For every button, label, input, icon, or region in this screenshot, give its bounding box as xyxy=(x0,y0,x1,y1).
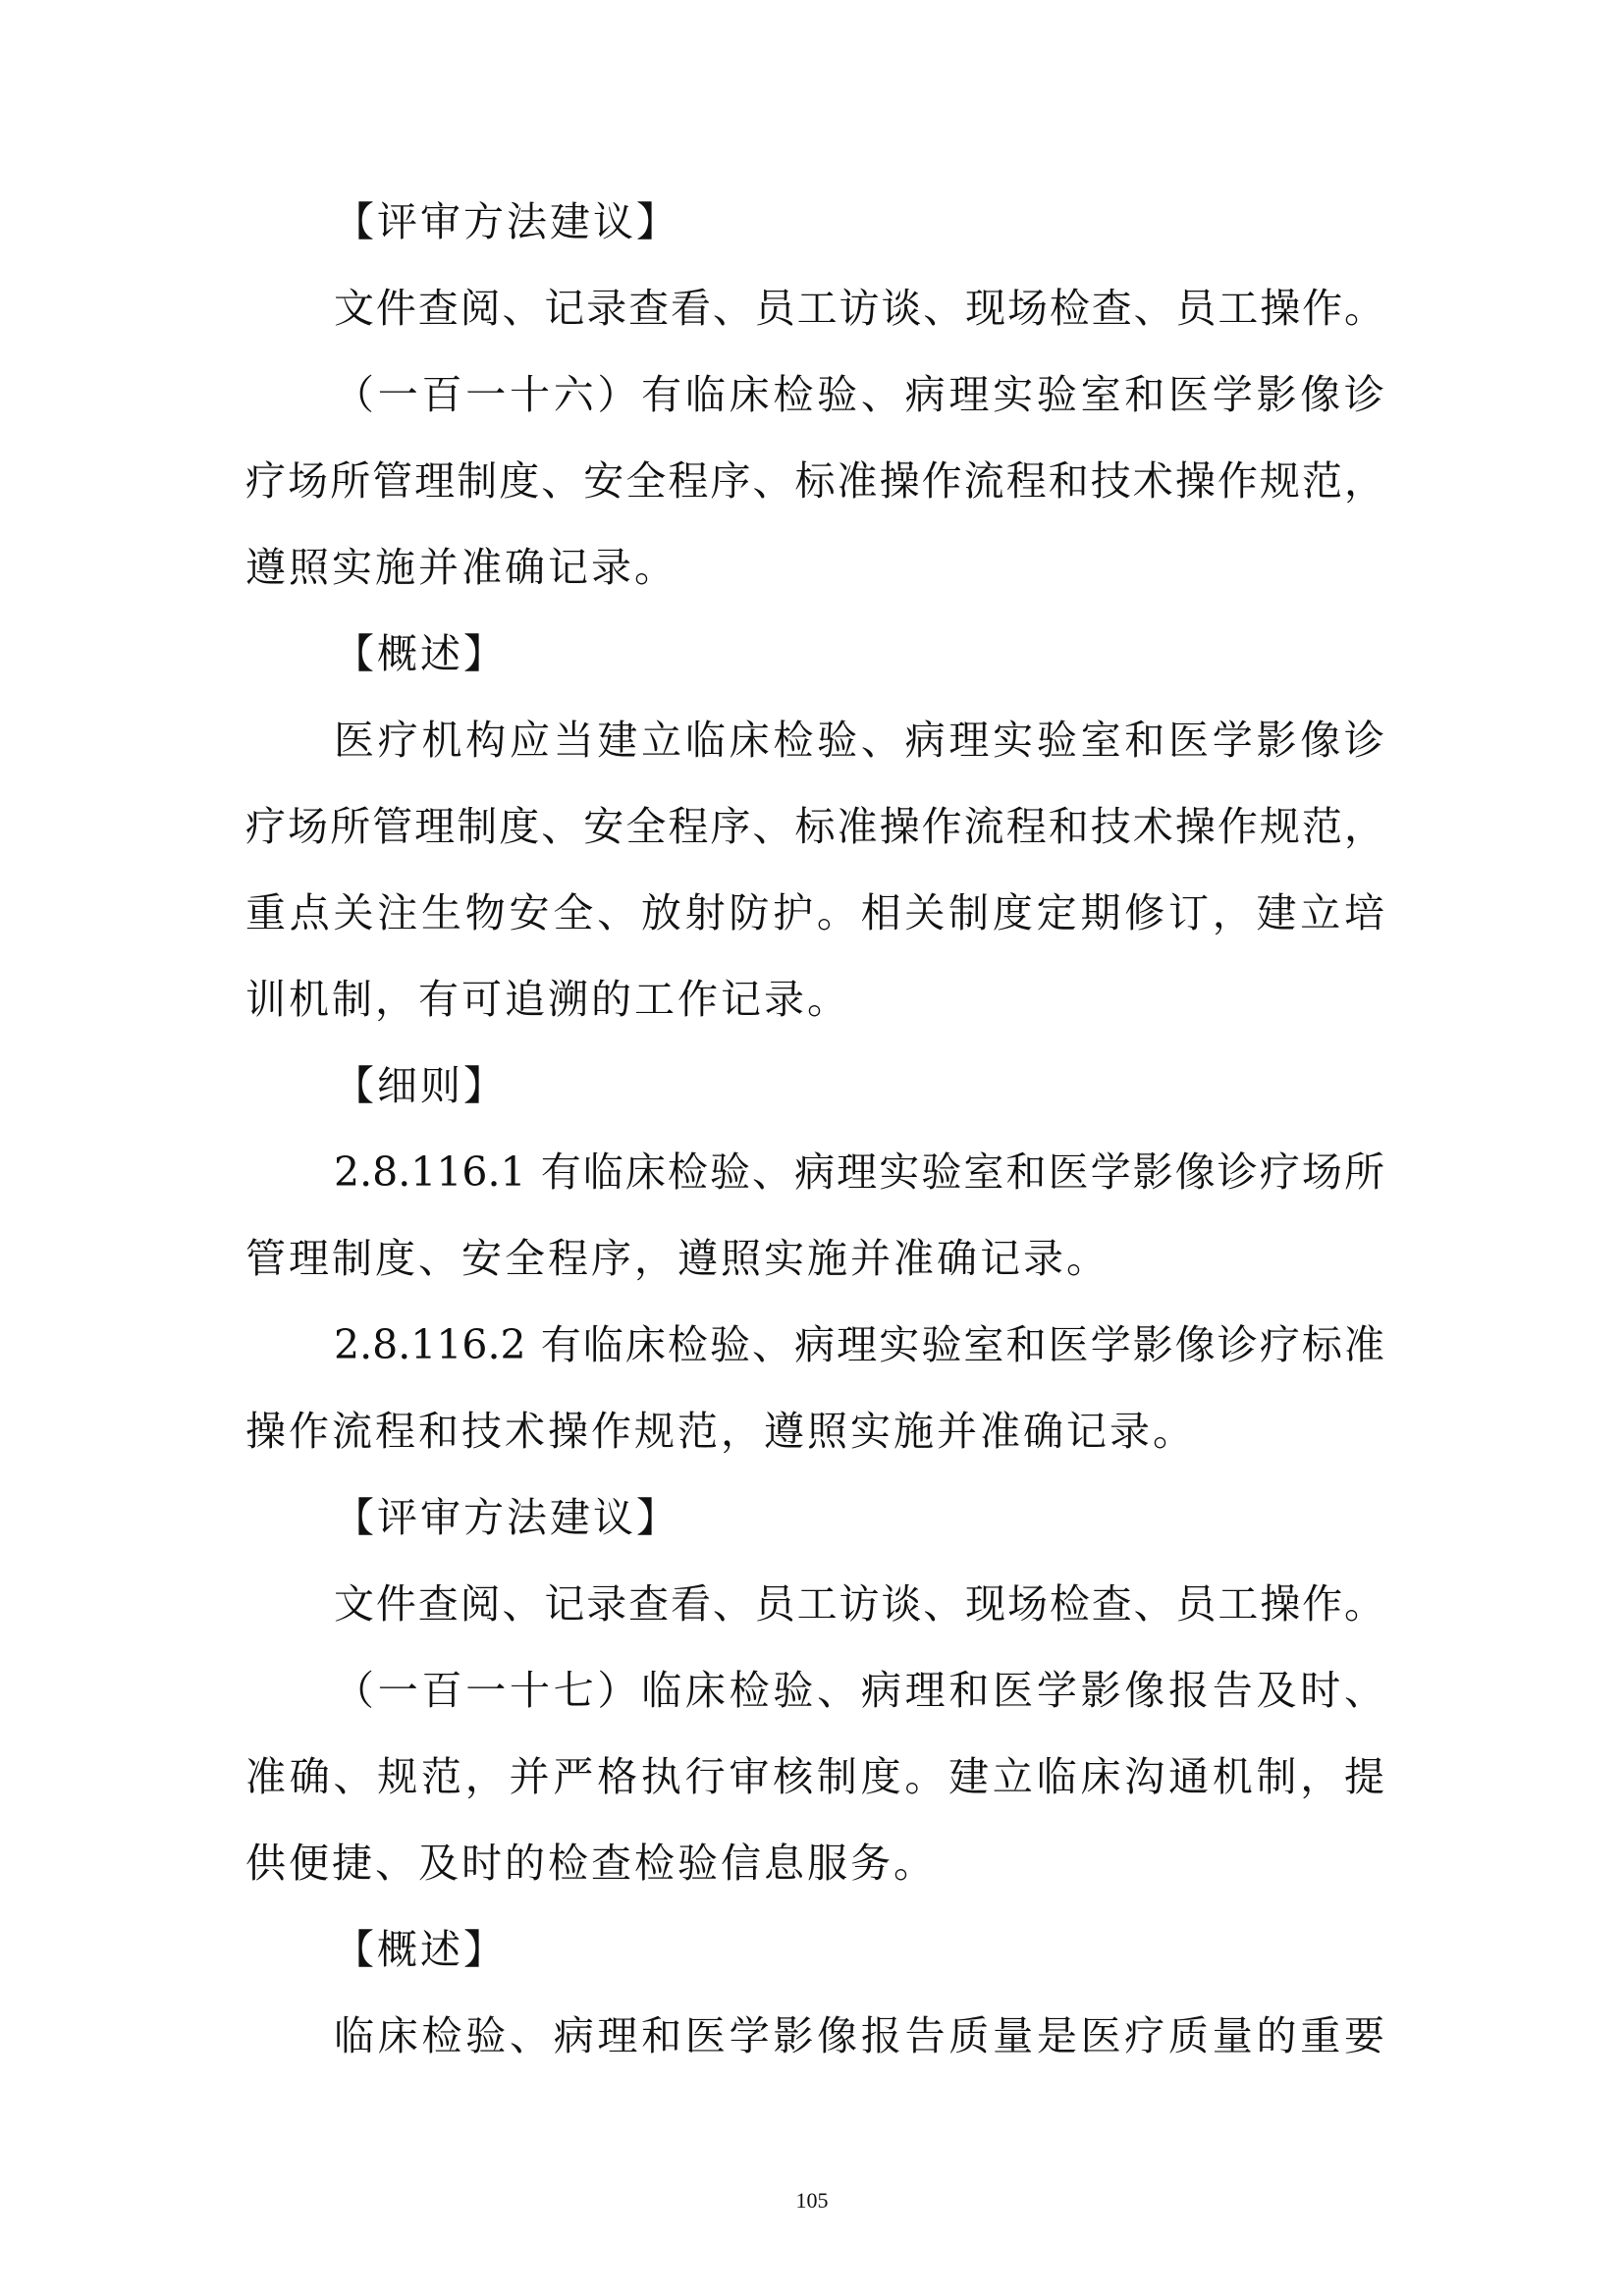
clause-heading-117: （一百一十七）临床检验、病理和医学影像报告及时、 xyxy=(334,1667,1384,1714)
paragraph-line: 准确、规范，并严格执行审核制度。建立临床沟通机制，提 xyxy=(245,1753,1384,1800)
paragraph-line: 疗场所管理制度、安全程序、标准操作流程和技术操作规范， xyxy=(245,803,1384,850)
paragraph-line: 疗场所管理制度、安全程序、标准操作流程和技术操作规范， xyxy=(245,457,1384,505)
paragraph-line: 管理制度、安全程序，遵照实施并准确记录。 xyxy=(245,1235,1110,1282)
rule-item-2-8-116-2: 2.8.116.2 有临床检验、病理实验室和医学影像诊疗标准 xyxy=(334,1321,1384,1368)
paragraph-line: 训机制，有可追溯的工作记录。 xyxy=(245,976,850,1023)
paragraph-line: 重点关注生物安全、放射防护。相关制度定期修订，建立培 xyxy=(245,889,1384,936)
rule-item-2-8-116-1: 2.8.116.1 有临床检验、病理实验室和医学影像诊疗场所 xyxy=(334,1148,1384,1196)
paragraph-line: 遵照实施并准确记录。 xyxy=(245,544,677,591)
paragraph-line: 文件查阅、记录查看、员工访谈、现场检查、员工操作。 xyxy=(334,285,1384,332)
section-heading-overview: 【概述】 xyxy=(334,1926,507,1973)
clause-heading-116: （一百一十六）有临床检验、病理实验室和医学影像诊 xyxy=(334,371,1384,418)
paragraph-line: 临床检验、病理和医学影像报告质量是医疗质量的重要 xyxy=(334,2012,1384,2059)
paragraph-line: 操作流程和技术操作规范，遵照实施并准确记录。 xyxy=(245,1408,1196,1455)
paragraph-line: 医疗机构应当建立临床检验、病理实验室和医学影像诊 xyxy=(334,717,1384,764)
section-heading-overview: 【概述】 xyxy=(334,630,507,677)
page-number: 105 xyxy=(795,2188,829,2213)
section-heading-review-method: 【评审方法建议】 xyxy=(334,1494,679,1541)
section-heading-review-method: 【评审方法建议】 xyxy=(334,198,679,245)
section-heading-details: 【细则】 xyxy=(334,1062,507,1109)
paragraph-line: 文件查阅、记录查看、员工访谈、现场检查、员工操作。 xyxy=(334,1580,1384,1628)
paragraph-line: 供便捷、及时的检查检验信息服务。 xyxy=(245,1840,937,1887)
